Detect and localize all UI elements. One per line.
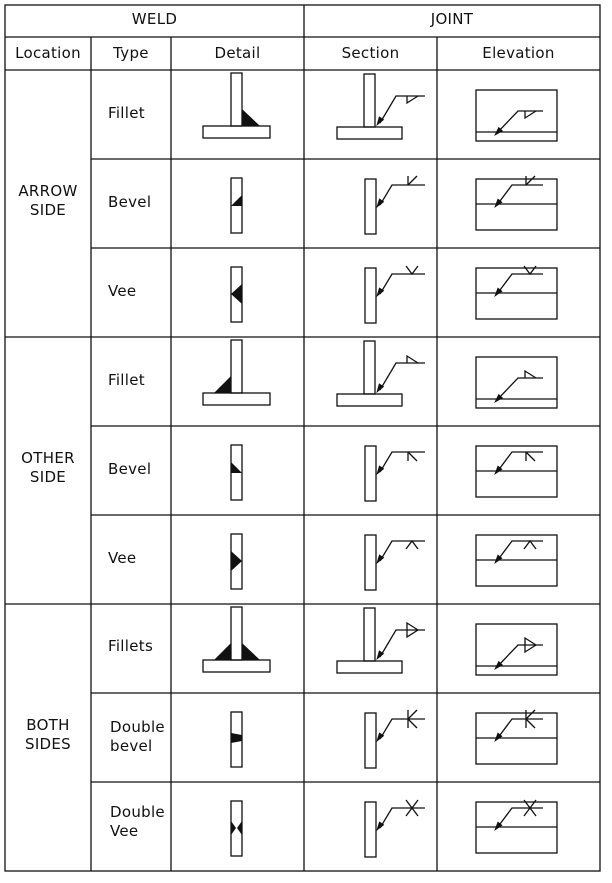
elevation-header: Elevation: [482, 44, 555, 62]
type-header: Type: [113, 44, 149, 62]
weld-symbol: [406, 266, 418, 274]
type-line: Vee: [108, 282, 137, 300]
weld-fill: [214, 643, 231, 660]
leader-line: [497, 111, 543, 133]
weld-symbol: [406, 800, 418, 808]
elevation-drawing: [476, 624, 557, 675]
leader-line: [497, 185, 543, 205]
weld-symbol: [407, 630, 418, 637]
type-line: Fillets: [108, 637, 154, 655]
weld-symbol: [525, 638, 536, 645]
butt-plate: [365, 179, 376, 234]
weld-fill: [231, 821, 236, 835]
type-label: [110, 803, 165, 841]
leader-line: [497, 719, 543, 739]
weld-row-7: [203, 607, 557, 675]
weld-symbol: [407, 356, 418, 363]
detail-drawing: [203, 340, 270, 405]
detail-header: Detail: [214, 44, 261, 62]
leader-line: [380, 96, 425, 123]
weld-symbol: [526, 719, 535, 728]
upright-plate: [364, 74, 375, 127]
type-line: Vee: [108, 549, 137, 567]
weld-row-8: [231, 710, 557, 768]
leader-line: [497, 378, 543, 400]
location-line: ARROW: [18, 182, 78, 200]
weld-row-6: [231, 534, 557, 590]
weld-fill: [237, 821, 242, 835]
weld-row-5: [231, 445, 557, 501]
leader-line: [497, 274, 543, 294]
weld-symbol: [408, 710, 417, 719]
butt-plate: [365, 802, 376, 857]
section-drawing: [337, 74, 425, 139]
location-label: [3, 449, 93, 487]
location-header: Location: [15, 44, 81, 62]
detail-drawing: [231, 712, 242, 767]
upright-plate: [231, 73, 242, 126]
type-line: Bevel: [108, 193, 152, 211]
section-drawing: [365, 710, 425, 768]
location-line: SIDE: [29, 468, 67, 486]
base-plate: [337, 394, 402, 406]
weld-symbol: [524, 266, 536, 274]
base-plate: [337, 661, 402, 673]
upright-plate: [231, 607, 242, 660]
weld-symbol: [524, 808, 536, 816]
section-drawing: [365, 535, 425, 590]
type-label: [108, 193, 151, 212]
detail-drawing: [231, 801, 242, 856]
elevation-drawing: [476, 800, 557, 853]
type-line: bevel: [110, 737, 153, 755]
leader-line: [380, 808, 425, 828]
weld-symbol: [406, 808, 418, 816]
section-drawing: [365, 266, 425, 323]
location-line: BOTH: [26, 716, 70, 734]
leader-line: [497, 541, 543, 561]
type-label: [108, 282, 136, 301]
type-line: Bevel: [108, 460, 152, 478]
weld-symbol: [408, 176, 417, 185]
location-label: [3, 182, 93, 220]
weld-row-3: [231, 266, 557, 323]
type-label: [108, 637, 153, 656]
weld-row-1: [203, 73, 557, 141]
weld-fill: [231, 284, 242, 304]
weld-symbol: [526, 710, 535, 719]
type-label: [110, 718, 165, 756]
location-label: [3, 716, 93, 754]
base-plate: [203, 660, 270, 672]
section-drawing: [365, 176, 425, 234]
weld-fill: [242, 109, 260, 126]
weld-row-2: [231, 176, 557, 234]
type-label: [108, 371, 145, 390]
joint-header: JOINT: [430, 10, 474, 28]
weld-symbol: [524, 800, 536, 808]
weld-row-9: [231, 800, 557, 857]
section-drawing: [365, 446, 425, 501]
type-line: Double: [110, 803, 165, 821]
elevation-box: [476, 90, 557, 141]
leader-line: [380, 719, 425, 739]
type-line: Vee: [110, 822, 139, 840]
type-label: [108, 104, 145, 123]
weld-fill: [231, 462, 242, 473]
weld-symbol: [407, 96, 418, 103]
leader-line: [497, 645, 543, 667]
elevation-drawing: [476, 266, 557, 319]
detail-drawing: [231, 445, 242, 500]
weld-symbol: [525, 371, 536, 378]
type-line: Fillet: [108, 104, 145, 122]
weld-symbol: [525, 111, 536, 118]
weld-row-4: [203, 340, 557, 408]
leader-line: [497, 452, 543, 472]
section-drawing: [337, 341, 425, 406]
elevation-box: [476, 624, 557, 675]
weld-symbol: [406, 541, 418, 549]
base-plate: [337, 127, 402, 139]
butt-plate: [365, 535, 376, 590]
leader-line: [380, 274, 425, 294]
upright-plate: [364, 608, 375, 661]
location-line: SIDES: [25, 735, 71, 753]
butt-plate: [365, 268, 376, 323]
weld-fill: [231, 195, 242, 206]
upright-plate: [364, 341, 375, 394]
upright-plate: [231, 340, 242, 393]
elevation-drawing: [476, 90, 557, 141]
weld-fill: [231, 733, 242, 743]
weld-header: WELD: [131, 10, 178, 28]
base-plate: [203, 126, 270, 138]
leader-line: [497, 808, 543, 828]
butt-plate: [365, 446, 376, 501]
detail-drawing: [203, 607, 270, 672]
table-border: [5, 5, 600, 871]
type-line: Double: [110, 718, 165, 736]
detail-drawing: [231, 534, 242, 589]
elevation-drawing: [476, 357, 557, 408]
elevation-drawing: [476, 710, 557, 764]
elevation-drawing: [476, 446, 557, 497]
section-drawing: [337, 608, 425, 673]
weld-symbol: [524, 541, 536, 549]
weld-fill: [242, 643, 260, 660]
type-label: [108, 549, 136, 568]
leader-line: [380, 185, 425, 205]
leader-line: [380, 541, 425, 561]
elevation-box: [476, 357, 557, 408]
weld-fill: [231, 551, 242, 571]
elevation-drawing: [476, 176, 557, 230]
detail-drawing: [231, 178, 242, 233]
leader-line: [380, 630, 425, 657]
weld-symbol: [526, 176, 535, 185]
location-line: OTHER: [21, 449, 75, 467]
weld-symbol: [407, 623, 418, 630]
detail-drawing: [203, 73, 270, 138]
weld-symbol: [526, 452, 535, 461]
butt-plate: [365, 713, 376, 768]
base-plate: [203, 393, 270, 405]
location-line: SIDE: [29, 201, 67, 219]
leader-line: [380, 452, 425, 472]
section-drawing: [365, 800, 425, 857]
section-header: Section: [341, 44, 400, 62]
detail-drawing: [231, 267, 242, 322]
weld-fill: [214, 376, 231, 393]
leader-line: [380, 363, 425, 390]
weld-symbol: [408, 452, 417, 461]
type-label: [108, 460, 151, 479]
elevation-drawing: [476, 535, 557, 586]
weld-symbol: [408, 719, 417, 728]
weld-symbol: [525, 645, 536, 652]
type-line: Fillet: [108, 371, 145, 389]
